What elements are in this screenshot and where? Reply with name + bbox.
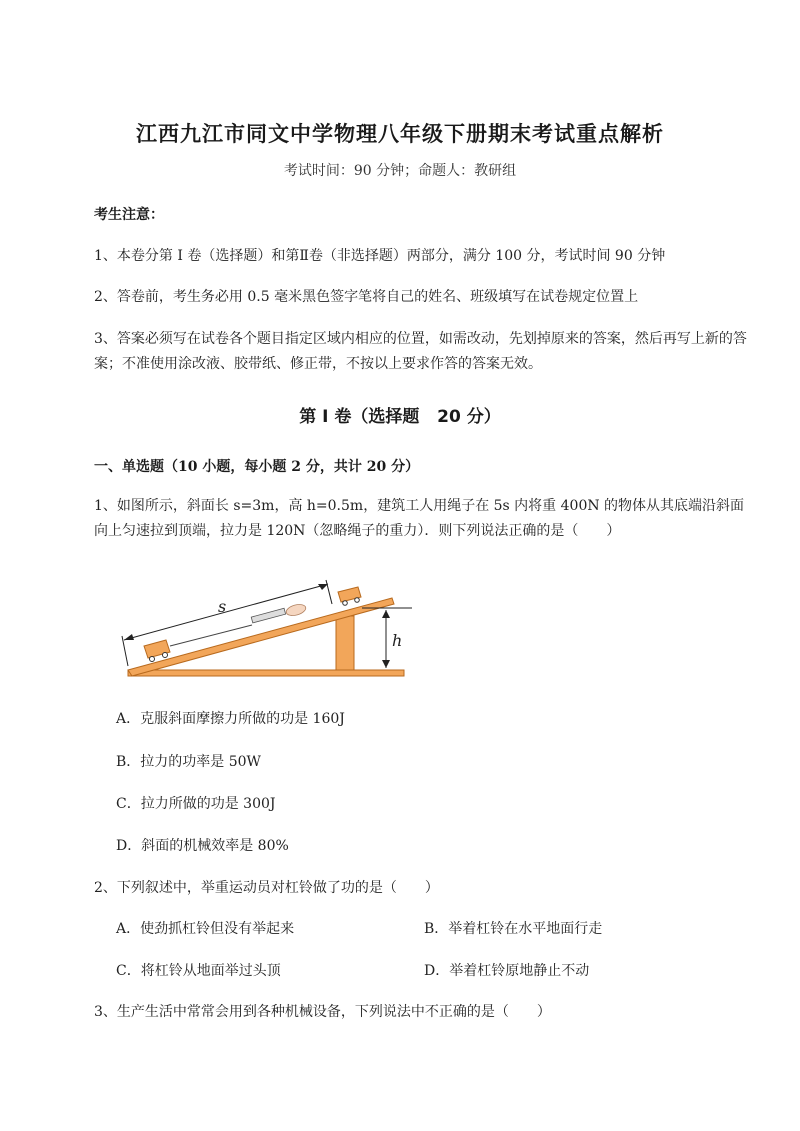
s-label: s [218, 597, 227, 616]
notice-item-2: 2、答卷前，考生务必用 0.5 毫米黑色签字笔将自己的姓名、班级填写在试卷规定位置上 [94, 289, 639, 305]
question-1-stem: 1、如图所示，斜面长 s=3m，高 h=0.5m，建筑工人用绳子在 5s 内将重 400N 的物体从其底端沿斜面向上匀速拉到顶端，拉力是 120N（忽略绳子的重力）．则下列说法正确的是（ ） [94, 498, 745, 539]
s-arrowhead-left [124, 634, 134, 640]
exam-info: 考试时间：90 分钟；命题人：教研组 [283, 163, 517, 179]
page-title: 江西九江市同文中学物理八年级下册期末考试重点解析 [136, 122, 664, 146]
h-arrowhead-top [382, 610, 390, 618]
spring-scale [251, 608, 285, 623]
box-bottom [144, 640, 170, 662]
incline-figure [112, 570, 412, 686]
question-1-option-c: C．拉力所做的功是 300J [116, 796, 276, 812]
question-2-option-a: A．使劲抓杠铃但没有举起来 [116, 921, 295, 937]
section-heading: 第 I 卷（选择题 20 分） [299, 407, 501, 427]
notice-heading: 考生注意： [94, 207, 164, 223]
support-post [336, 616, 354, 670]
question-2-option-c: C．将杠铃从地面举过头顶 [116, 963, 281, 979]
question-2-option-d: D．举着杠铃原地静止不动 [424, 963, 590, 979]
question-2-stem: 2、下列叙述中，举重运动员对杠铃做了功的是（ ） [94, 880, 439, 896]
question-1-option-d: D．斜面的机械效率是 80% [116, 838, 289, 854]
question-3-stem: 3、生产生活中常常会用到各种机械设备，下列说法中不正确的是（ ） [94, 1004, 551, 1020]
incline-diagram [112, 570, 412, 682]
s-tick-right [326, 580, 332, 604]
s-arrowhead-right [318, 584, 328, 590]
question-1-option-b: B．拉力的功率是 50W [116, 754, 261, 770]
part-heading: 一、单选题（10 小题，每小题 2 分，共计 20 分） [94, 459, 420, 475]
question-2-option-b: B．举着杠铃在水平地面行走 [424, 921, 603, 937]
s-tick-left [122, 636, 128, 666]
box-top [338, 587, 361, 605]
notice-item-3: 3、答案必须写在试卷各个题目指定区域内相应的位置，如需改动，先划掉原来的答案，然后再写上新的答案；不准使用涂改液、胶带纸、修正带，不按以上要求作答的答案无效。 [94, 331, 747, 372]
notice-item-1: 1、本卷分第 I 卷（选择题）和第Ⅱ卷（非选择题）两部分，满分 100 分，考试时间 90 分钟 [94, 248, 666, 264]
h-arrowhead-bottom [382, 660, 390, 668]
ground-board [128, 670, 404, 676]
question-1-option-a: A．克服斜面摩擦力所做的功是 160J [116, 711, 345, 727]
hand [285, 603, 307, 618]
h-label: h [392, 631, 403, 650]
